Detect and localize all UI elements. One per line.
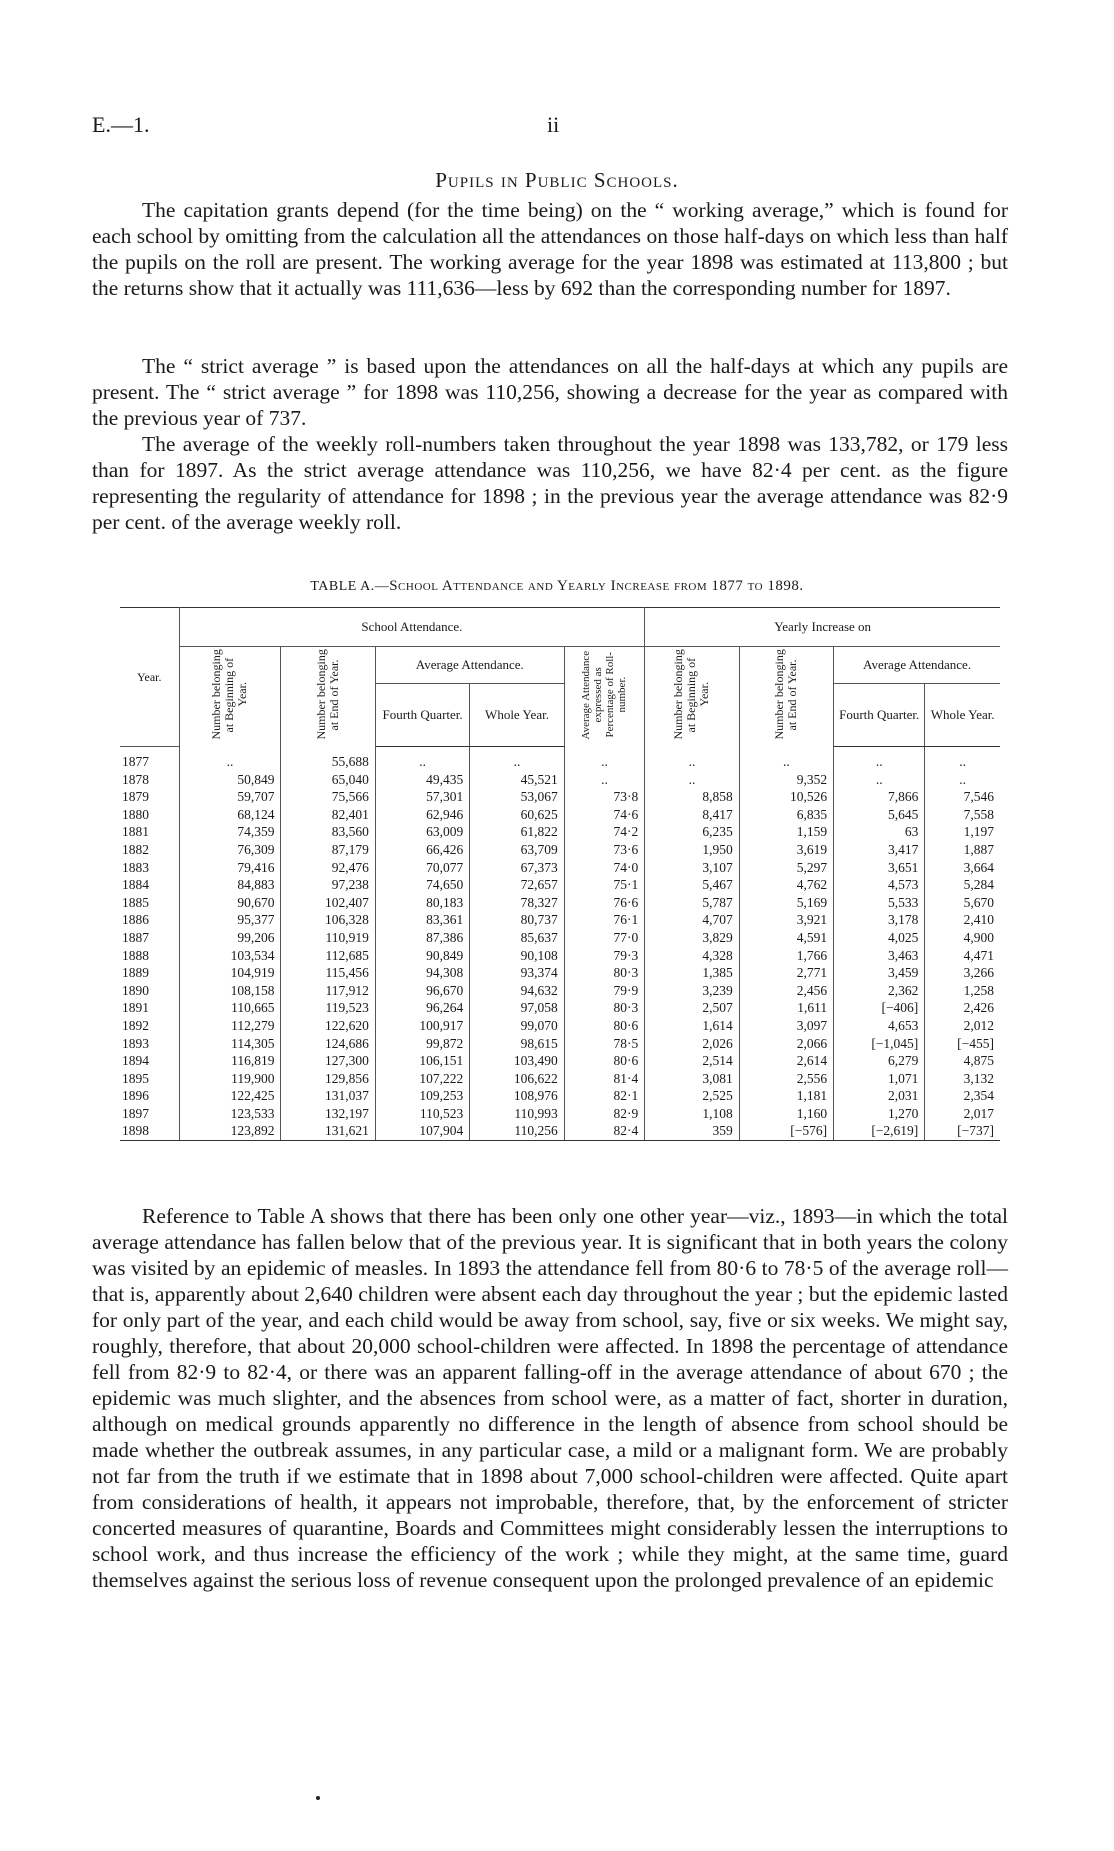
- table-cell: 359: [645, 1122, 739, 1140]
- table-cell: 3,921: [739, 911, 833, 929]
- table-cell: 85,637: [470, 929, 564, 947]
- table-cell: 3,459: [834, 964, 925, 982]
- table-cell: [−406]: [834, 999, 925, 1017]
- table-cell: 107,904: [375, 1122, 469, 1140]
- table-cell: 2,066: [739, 1035, 833, 1053]
- table-cell: 2,771: [739, 964, 833, 982]
- whole-year-header: Whole Year.: [470, 684, 564, 747]
- document-code: E.—1.: [92, 112, 150, 137]
- table-cell: 108,158: [179, 982, 281, 1000]
- table-cell: 79·9: [564, 982, 645, 1000]
- year-cell: 1882: [120, 841, 179, 859]
- table-cell: 5,297: [739, 859, 833, 877]
- table-cell: 6,279: [834, 1052, 925, 1070]
- attendance-table-body: [120, 747, 1000, 1141]
- table-cell: 80·3: [564, 999, 645, 1017]
- table-cell: 108,976: [470, 1087, 564, 1105]
- table-cell: 5,467: [645, 876, 739, 894]
- table-cell: 78·5: [564, 1035, 645, 1053]
- table-row: [120, 841, 1000, 859]
- table-cell: [−576]: [739, 1122, 833, 1140]
- page-number: ii: [547, 112, 560, 137]
- table-cell: 1,160: [739, 1105, 833, 1123]
- table-cell: 3,417: [834, 841, 925, 859]
- table-cell: 75·1: [564, 876, 645, 894]
- table-cell: 3,178: [834, 911, 925, 929]
- year-cell: 1884: [120, 876, 179, 894]
- table-cell: 3,107: [645, 859, 739, 877]
- table-cell: 1,071: [834, 1070, 925, 1088]
- table-cell: 80·3: [564, 964, 645, 982]
- table-cell: 87,179: [281, 841, 375, 859]
- table-cell: ..: [959, 754, 967, 769]
- table-cell: 2,556: [739, 1070, 833, 1088]
- table-row: [120, 1105, 1000, 1123]
- year-cell: 1898: [120, 1122, 179, 1140]
- table-cell: 2,514: [645, 1052, 739, 1070]
- table-cell: 106,622: [470, 1070, 564, 1088]
- table-cell: 107,222: [375, 1070, 469, 1088]
- year-cell: 1886: [120, 911, 179, 929]
- table-cell: 82,401: [281, 806, 375, 824]
- table-cell: 3,829: [645, 929, 739, 947]
- table-cell: ..: [834, 771, 925, 789]
- average-attendance-header: Average Attendance.: [375, 647, 564, 684]
- table-cell: ..: [834, 747, 925, 771]
- table-cell: 2,026: [645, 1035, 739, 1053]
- table-cell: 4,573: [834, 876, 925, 894]
- table-cell: 123,533: [179, 1105, 281, 1123]
- table-cell: 110,523: [375, 1105, 469, 1123]
- table-cell: 55,688: [281, 747, 375, 771]
- paragraph-working-average: [92, 197, 1008, 301]
- table-cell: 65,040: [281, 771, 375, 789]
- table-cell: 6,835: [739, 806, 833, 824]
- table-cell: 8,417: [645, 806, 739, 824]
- table-row: [120, 947, 1000, 965]
- increase-whole-year-header: Whole Year.: [925, 684, 1000, 747]
- year-cell: 1880: [120, 806, 179, 824]
- paragraph-weekly-roll: [92, 431, 1008, 535]
- table-cell: 80·6: [564, 1052, 645, 1070]
- table-cell: 96,264: [375, 999, 469, 1017]
- table-cell: 80·6: [564, 1017, 645, 1035]
- table-cell: 119,523: [281, 999, 375, 1017]
- table-cell: 63: [834, 823, 925, 841]
- table-cell: 97,058: [470, 999, 564, 1017]
- table-cell: 112,279: [179, 1017, 281, 1035]
- table-cell: 1,887: [963, 841, 994, 857]
- table-cell: 100,917: [375, 1017, 469, 1035]
- table-cell: 63,009: [375, 823, 469, 841]
- table-cell: 116,819: [179, 1052, 281, 1070]
- paragraph-text: The capitation grants depend (for the time being) on the “ working average,” which is found for each school by omitting from the calculation all the attendances on those half-days on which less than half the pupils on the roll are present. The working average for the year 1898 was estimated at 113,800 ; but the returns show that it actually was 111,636—less by 692 than the corresponding number for 1897.: [92, 198, 1008, 300]
- table-cell: 63,709: [470, 841, 564, 859]
- table-cell: 49,435: [375, 771, 469, 789]
- table-cell: 90,670: [179, 894, 281, 912]
- table-cell: 10,526: [739, 788, 833, 806]
- table-cell: 123,892: [179, 1122, 281, 1140]
- table-cell: 75,566: [281, 788, 375, 806]
- table-row: [120, 929, 1000, 947]
- page-mark: [316, 1796, 320, 1800]
- table-row: [120, 747, 1000, 771]
- table-cell: 1,258: [963, 982, 994, 998]
- table-cell: ..: [645, 747, 739, 771]
- table-cell: 74·6: [564, 806, 645, 824]
- increase-fourth-quarter-header: Fourth Quarter.: [834, 684, 925, 747]
- table-cell: 129,856: [281, 1070, 375, 1088]
- table-cell: 1,614: [645, 1017, 739, 1035]
- table-cell: 45,521: [470, 771, 564, 789]
- table-cell: ..: [179, 747, 281, 771]
- school-attendance-group-header: School Attendance.: [179, 608, 645, 647]
- year-cell: 1891: [120, 999, 179, 1017]
- fourth-quarter-header: Fourth Quarter.: [375, 684, 469, 747]
- table-cell: 109,253: [375, 1087, 469, 1105]
- increase-begin-year-header: Number belonging at Beginning of Year.: [645, 647, 739, 747]
- table-cell: 73·8: [564, 788, 645, 806]
- table-cell: 124,686: [281, 1035, 375, 1053]
- attendance-table: [120, 607, 1000, 1141]
- table-cell: 115,456: [281, 964, 375, 982]
- table-cell: ..: [564, 747, 645, 771]
- table-cell: ..: [470, 747, 564, 771]
- table-cell: 96,670: [375, 982, 469, 1000]
- year-cell: 1877: [120, 747, 179, 771]
- table-cell: 1,766: [739, 947, 833, 965]
- increase-average-attendance-header: Average Attendance.: [834, 647, 1000, 684]
- table-cell: 3,664: [963, 859, 994, 875]
- table-cell: 92,476: [281, 859, 375, 877]
- table-cell: 66,426: [375, 841, 469, 859]
- table-cell: 5,787: [645, 894, 739, 912]
- table-cell: 99,872: [375, 1035, 469, 1053]
- table-cell: 2,456: [739, 982, 833, 1000]
- table-cell: 106,328: [281, 911, 375, 929]
- year-cell: 1878: [120, 771, 179, 789]
- table-cell: 94,632: [470, 982, 564, 1000]
- year-cell: 1895: [120, 1070, 179, 1088]
- table-cell: 122,425: [179, 1087, 281, 1105]
- table-row: [120, 1052, 1000, 1070]
- table-cell: 1,950: [645, 841, 739, 859]
- table-cell: 2,362: [834, 982, 925, 1000]
- table-cell: 93,374: [470, 964, 564, 982]
- table-cell: 61,822: [470, 823, 564, 841]
- table-cell: ..: [739, 747, 833, 771]
- table-cell: 4,025: [834, 929, 925, 947]
- table-row: [120, 806, 1000, 824]
- table-cell: 3,651: [834, 859, 925, 877]
- table-cell: 80,183: [375, 894, 469, 912]
- table-cell: 68,124: [179, 806, 281, 824]
- table-cell: 82·9: [564, 1105, 645, 1123]
- table-cell: 132,197: [281, 1105, 375, 1123]
- table-cell: 5,169: [739, 894, 833, 912]
- table-cell: 1,108: [645, 1105, 739, 1123]
- table-cell: 59,707: [179, 788, 281, 806]
- table-cell: 114,305: [179, 1035, 281, 1053]
- table-cell: ..: [645, 771, 739, 789]
- table-cell: 2,614: [739, 1052, 833, 1070]
- table-cell: 3,132: [963, 1070, 994, 1086]
- table-row: [120, 771, 1000, 789]
- table-cell: 2,426: [963, 1000, 994, 1016]
- table-cell: 74,359: [179, 823, 281, 841]
- section-title: Pupils in Public Schools.: [435, 168, 679, 192]
- year-cell: 1892: [120, 1017, 179, 1035]
- table-cell: 3,463: [834, 947, 925, 965]
- table-cell: 110,665: [179, 999, 281, 1017]
- table-cell: 1,159: [739, 823, 833, 841]
- table-cell: 2,525: [645, 1087, 739, 1105]
- table-cell: 131,037: [281, 1087, 375, 1105]
- table-cell: 1,611: [739, 999, 833, 1017]
- table-title-prefix: TABLE A.—: [310, 579, 390, 594]
- table-cell: 79,416: [179, 859, 281, 877]
- table-cell: 102,407: [281, 894, 375, 912]
- table-cell: 4,875: [963, 1053, 994, 1069]
- table-cell: 57,301: [375, 788, 469, 806]
- table-cell: 62,946: [375, 806, 469, 824]
- table-cell: 87,386: [375, 929, 469, 947]
- table-cell: 81·4: [564, 1070, 645, 1088]
- year-cell: 1887: [120, 929, 179, 947]
- table-cell: 110,256: [470, 1122, 564, 1140]
- paragraph-text: The average of the weekly roll-numbers taken throughout the year 1898 was 133,782, or 179 less than for 1897. As the strict average attendance was 110,256, we have 82·4 per cent. as the figure representing the regularity of attendance for 1898 ; in the previous year the average attendance was 82·9 per cent. of the average weekly roll.: [92, 432, 1008, 534]
- table-cell: 103,490: [470, 1052, 564, 1070]
- table-row: [120, 788, 1000, 806]
- table-cell: 98,615: [470, 1035, 564, 1053]
- table-cell: 50,849: [179, 771, 281, 789]
- increase-end-year-header: Number belonging at End of Year.: [739, 647, 833, 747]
- table-cell: 104,919: [179, 964, 281, 982]
- table-row: [120, 1017, 1000, 1035]
- table-cell: 5,533: [834, 894, 925, 912]
- table-cell: ..: [564, 771, 645, 789]
- table-cell: 74·0: [564, 859, 645, 877]
- table-row: [120, 999, 1000, 1017]
- table-cell: 82·1: [564, 1087, 645, 1105]
- table-cell: 67,373: [470, 859, 564, 877]
- table-cell: 131,621: [281, 1122, 375, 1140]
- table-cell: 3,081: [645, 1070, 739, 1088]
- table-cell: 3,619: [739, 841, 833, 859]
- table-cell: 95,377: [179, 911, 281, 929]
- year-cell: 1889: [120, 964, 179, 982]
- table-cell: [−737]: [925, 1122, 1000, 1140]
- table-row: [120, 1087, 1000, 1105]
- table-cell: 2,410: [963, 912, 994, 928]
- table-cell: 5,670: [963, 894, 994, 910]
- year-cell: 1893: [120, 1035, 179, 1053]
- table-cell: 74·2: [564, 823, 645, 841]
- table-cell: 74,650: [375, 876, 469, 894]
- table-row: [120, 876, 1000, 894]
- table-cell: 90,108: [470, 947, 564, 965]
- year-cell: 1881: [120, 823, 179, 841]
- table-cell: 84,883: [179, 876, 281, 894]
- table-cell: 5,284: [963, 877, 994, 893]
- table-cell: [−1,045]: [834, 1035, 925, 1053]
- yearly-increase-group-header: Yearly Increase on: [645, 608, 1000, 647]
- table-cell: 2,031: [834, 1087, 925, 1105]
- year-column-header: Year.: [120, 608, 179, 747]
- table-title: [0, 578, 1114, 595]
- percentage-header: Average Attendance expressed as Percentage of Roll-number.: [564, 647, 645, 747]
- table-cell: 76,309: [179, 841, 281, 859]
- table-row: [120, 982, 1000, 1000]
- table-cell: 73·6: [564, 841, 645, 859]
- table-cell: 53,067: [470, 788, 564, 806]
- table-cell: [−2,619]: [834, 1122, 925, 1140]
- table-cell: 80,737: [470, 911, 564, 929]
- table-cell: 103,534: [179, 947, 281, 965]
- table-cell: 9,352: [739, 771, 833, 789]
- table-row: [120, 1122, 1000, 1140]
- year-cell: 1894: [120, 1052, 179, 1070]
- table-cell: 2,012: [963, 1017, 994, 1033]
- paragraph-epidemic: [92, 1203, 1008, 1593]
- table-row: [120, 964, 1000, 982]
- table-cell: 110,993: [470, 1105, 564, 1123]
- attendance-table-container: [120, 607, 1000, 1141]
- table-cell: 97,238: [281, 876, 375, 894]
- table-cell: 83,560: [281, 823, 375, 841]
- table-cell: 79·3: [564, 947, 645, 965]
- table-cell: 3,239: [645, 982, 739, 1000]
- paragraph-text: The “ strict average ” is based upon the attendances on all the half-days at which any pupils are present. The “ strict average ” for 1898 was 110,256, showing a decrease for the year as compared with the previous year of 737.: [92, 354, 1008, 430]
- table-row: [120, 1035, 1000, 1053]
- table-cell: 72,657: [470, 876, 564, 894]
- year-cell: 1879: [120, 788, 179, 806]
- table-cell: 119,900: [179, 1070, 281, 1088]
- table-cell: 6,235: [645, 823, 739, 841]
- table-row: [120, 823, 1000, 841]
- table-cell: 2,354: [963, 1088, 994, 1104]
- end-year-header: Number belonging at End of Year.: [281, 647, 375, 747]
- table-cell: 99,070: [470, 1017, 564, 1035]
- table-cell: 1,197: [963, 824, 994, 840]
- table-cell: 4,328: [645, 947, 739, 965]
- table-cell: 1,385: [645, 964, 739, 982]
- table-cell: 4,900: [963, 929, 994, 945]
- table-cell: 2,017: [963, 1105, 994, 1121]
- table-cell: 70,077: [375, 859, 469, 877]
- table-cell: 77·0: [564, 929, 645, 947]
- table-cell: 1,181: [739, 1087, 833, 1105]
- table-cell: 94,308: [375, 964, 469, 982]
- year-cell: 1883: [120, 859, 179, 877]
- table-cell: 7,558: [963, 806, 994, 822]
- table-cell: 82·4: [564, 1122, 645, 1140]
- table-row: [120, 911, 1000, 929]
- paragraph-text: Reference to Table A shows that there has been only one other year—viz., 1893—in which the total average attendance has fallen below that of the previous year. It is significant that in both years the colony was visited by an epidemic of measles. In 1893 the attendance fell from 80·6 to 78·5 of the average roll—that is, apparently about 2,640 children were absent each day throughout the year ; but the epidemic lasted for only part of the year, and each child would be away from school, say, five or six weeks. We might say, roughly, therefore, that about 20,000 school-children were affected. In 1898 the percentage of attendance fell from 82·9 to 82·4, or there was an apparent falling-off in the average attendance of about 670 ; the epidemic was much slighter, and the absences from school were, as a matter of fact, shorter in duration, although on medical grounds apparently no difference in the length of absence from school should be made whether the outbreak assumes, in any particular case, a mild or a malignant form. We are probably not far from the truth if we estimate that in 1898 about 7,000 school-children were affected. Quite apart from considerations of health, it appears not improbable, therefore, that, by the enforcement of stricter concerted measures of quarantine, Boards and Committees might considerably lessen the interruptions to school work, and thus increase the efficiency of the work ; while they might, at the same time, guard themselves against the serious loss of revenue consequent upon the prolonged prevalence of an epidemic: [92, 1204, 1008, 1592]
- table-cell: 117,912: [281, 982, 375, 1000]
- table-cell: 4,591: [739, 929, 833, 947]
- table-cell: 4,707: [645, 911, 739, 929]
- table-cell: 106,151: [375, 1052, 469, 1070]
- table-cell: 2,507: [645, 999, 739, 1017]
- year-cell: 1896: [120, 1087, 179, 1105]
- table-cell: 5,645: [834, 806, 925, 824]
- table-cell: 76·6: [564, 894, 645, 912]
- table-cell: 99,206: [179, 929, 281, 947]
- table-cell: 122,620: [281, 1017, 375, 1035]
- table-row: [120, 894, 1000, 912]
- paragraph-strict-average: [92, 353, 1008, 431]
- begin-year-header: Number belonging at Beginning of Year.: [179, 647, 281, 747]
- year-cell: 1897: [120, 1105, 179, 1123]
- table-cell: [−455]: [957, 1035, 994, 1051]
- table-cell: 3,266: [963, 965, 994, 981]
- year-cell: 1890: [120, 982, 179, 1000]
- table-cell: 127,300: [281, 1052, 375, 1070]
- table-cell: ..: [959, 771, 967, 787]
- table-cell: 76·1: [564, 911, 645, 929]
- table-cell: 4,653: [834, 1017, 925, 1035]
- table-cell: 4,762: [739, 876, 833, 894]
- table-cell: 78,327: [470, 894, 564, 912]
- table-cell: 3,097: [739, 1017, 833, 1035]
- table-cell: 60,625: [470, 806, 564, 824]
- table-cell: 90,849: [375, 947, 469, 965]
- table-cell: 7,866: [834, 788, 925, 806]
- table-row: [120, 1070, 1000, 1088]
- table-cell: ..: [375, 747, 469, 771]
- year-cell: 1885: [120, 894, 179, 912]
- table-cell: 110,919: [281, 929, 375, 947]
- table-cell: 112,685: [281, 947, 375, 965]
- table-cell: 4,471: [963, 947, 994, 963]
- table-cell: 1,270: [834, 1105, 925, 1123]
- table-cell: 8,858: [645, 788, 739, 806]
- table-cell: 83,361: [375, 911, 469, 929]
- table-row: [120, 859, 1000, 877]
- year-cell: 1888: [120, 947, 179, 965]
- table-cell: 7,546: [963, 789, 994, 805]
- table-title-text: School Attendance and Yearly Increase from 1877 to 1898.: [389, 578, 804, 594]
